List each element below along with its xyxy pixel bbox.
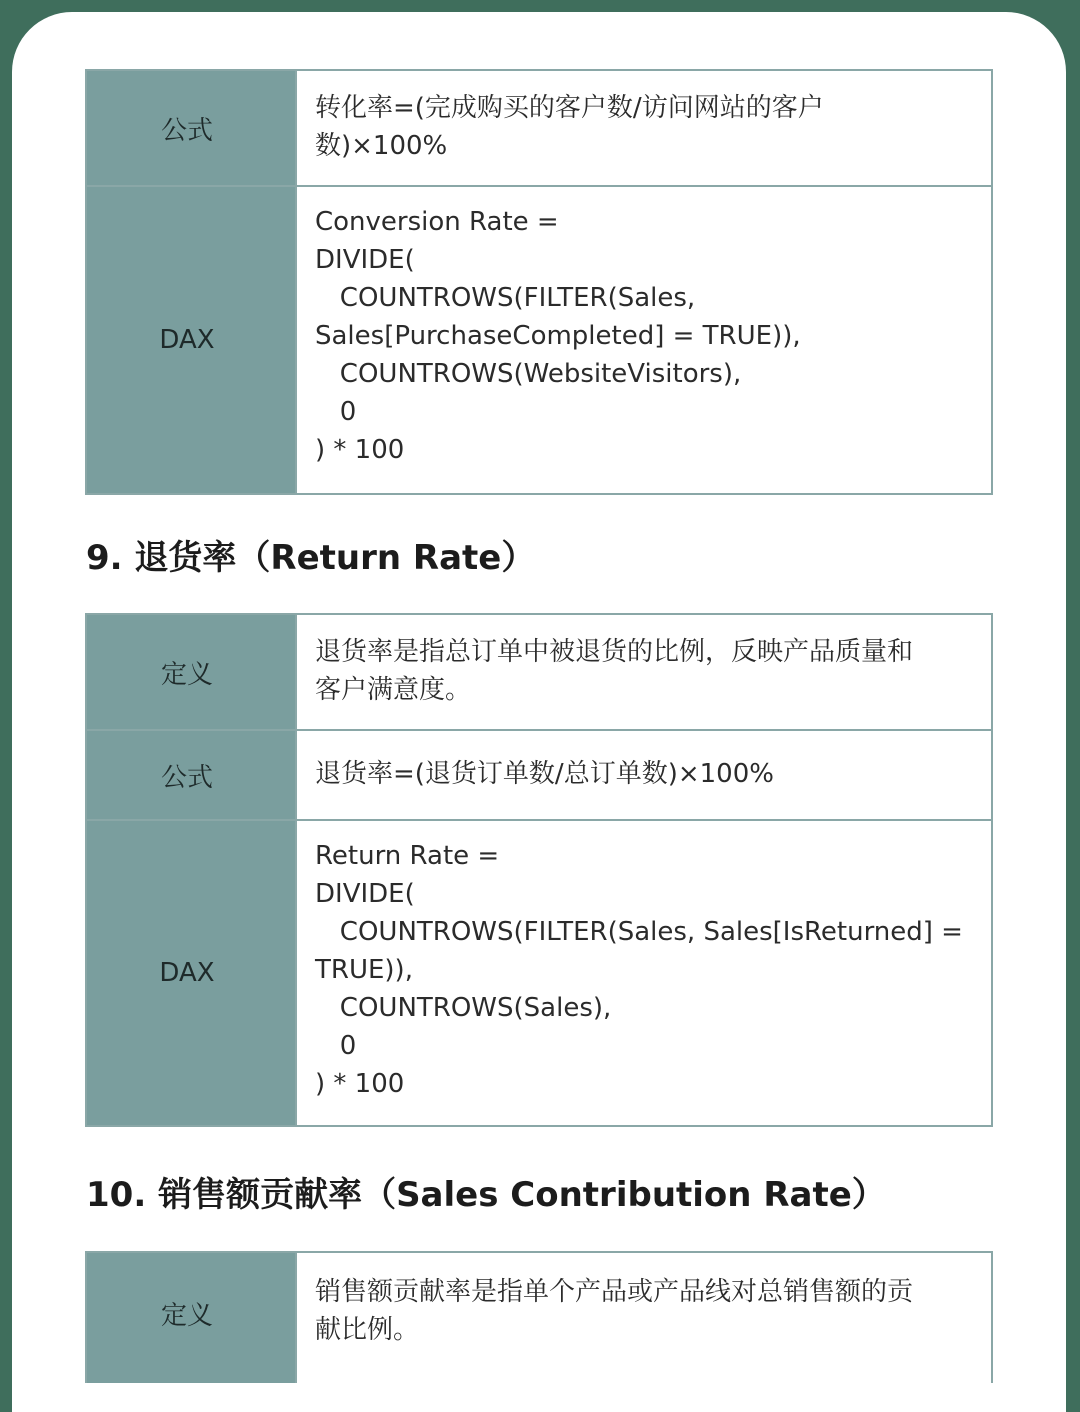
table-row: [87, 615, 991, 729]
table-row: [87, 185, 991, 493]
row-label: 定义: [87, 615, 295, 729]
section-heading: 10. 销售额贡献率（Sales Contribution Rate）: [86, 1175, 886, 1215]
row-label: DAX: [87, 187, 295, 493]
table-row: [87, 729, 991, 819]
conversion-rate-table: [85, 69, 993, 495]
return-rate-table: [85, 613, 993, 1127]
row-content: 退货率是指总订单中被退货的比例，反映产品质量和 客户满意度。: [295, 615, 991, 729]
row-content: Conversion Rate = DIVIDE( COUNTROWS(FILTER(Sales, Sales[PurchaseCompleted] = TRUE)), COUNTROWS(WebsiteVisitors), 0 ) * 100: [295, 187, 991, 493]
row-label: DAX: [87, 821, 295, 1125]
row-label: 公式: [87, 71, 295, 185]
row-content: 退货率=(退货订单数/总订单数)×100%: [295, 731, 991, 819]
row-content: 销售额贡献率是指单个产品或产品线对总销售额的贡 献比例。: [295, 1253, 991, 1383]
section-heading: 9. 退货率（Return Rate）: [86, 538, 536, 578]
table-row: [87, 1253, 991, 1383]
table-row: [87, 71, 991, 185]
row-content: Return Rate = DIVIDE( COUNTROWS(FILTER(Sales, Sales[IsReturned] = TRUE)), COUNTROWS(Sales), 0 ) * 100: [295, 821, 991, 1125]
row-label: 公式: [87, 731, 295, 819]
table-row: [87, 819, 991, 1125]
row-label: 定义: [87, 1253, 295, 1383]
sales-contribution-table: [85, 1251, 993, 1383]
row-content: 转化率=(完成购买的客户数/访问网站的客户 数)×100%: [295, 71, 991, 185]
